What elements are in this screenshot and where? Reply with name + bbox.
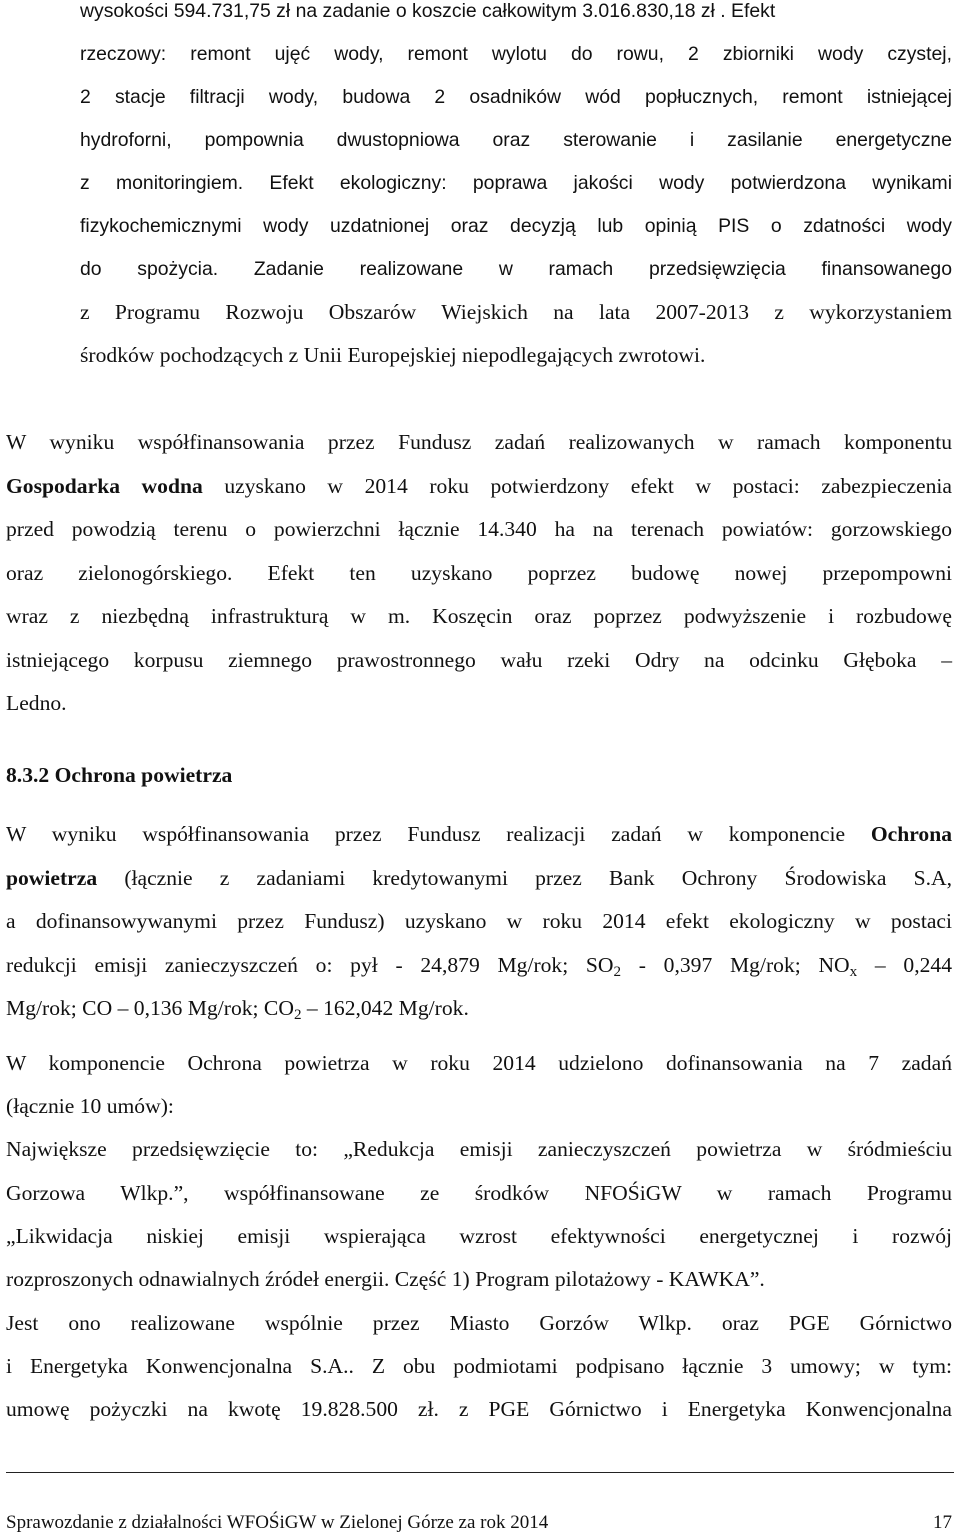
footer-title: Sprawozdanie z działalności WFOŚiGW w Zielonej Górze za rok 2014 (6, 1512, 549, 1533)
p1-line-8: z Programu Rozwoju Obszarów Wiejskich na lata 2007-2013 z wykorzystaniem (80, 300, 952, 324)
p5-line-5: Jest ono realizowane wspólnie przez Miasto Gorzów Wlkp. oraz PGE Górnictwo (6, 1311, 952, 1335)
section-number: 8.3.2 (6, 763, 50, 787)
p5-line-1: Największe przedsięwzięcie to: „Redukcja emisji zanieczyszczeń powietrza w śródmieściu (6, 1137, 952, 1161)
p4-line-1: W komponencie Ochrona powietrza w roku 2014 udzielono dofinansowania na 7 zadań (6, 1051, 952, 1075)
p2-line-6: istniejącego korpusu ziemnego prawostronnego wału rzeki Odry na odcinku Głęboka – (6, 648, 952, 672)
p3-l4-c: – 0,244 (857, 953, 952, 977)
p2-line-2 (6, 474, 952, 499)
p3-line-3: a dofinansowywanymi przez Fundusz) uzyskano w roku 2014 efekt ekologiczny w postaci (6, 909, 952, 933)
p3-line-5 (6, 996, 469, 1021)
p1-line-6: fizykochemicznymi wody uzdatnionej oraz decyzją lub opinią PIS o zdatności wody (80, 215, 952, 237)
p2-line-4: oraz zielonogórskiego. Efekt ten uzyskano poprzez budowę nowej przepompowni (6, 561, 952, 585)
p2-line-1: W wyniku współfinansowania przez Fundusz zadań realizowanych w ramach komponentu (6, 430, 952, 454)
footer-rule (6, 1472, 954, 1473)
p1-line-2: rzeczowy: remont ujęć wody, remont wylotu do rowu, 2 zbiorniki wody czystej, (80, 43, 952, 65)
p2-line-3: przed powodzią terenu o powierzchni łącznie 14.340 ha na terenach powiatów: gorzowskiego (6, 517, 952, 541)
p3-l4-sub-so2: 2 (613, 963, 622, 980)
p1-line-1 (80, 0, 952, 23)
p3-line-1 (6, 822, 952, 847)
p3-line-2-text: (łącznie z zadaniami kredytowanymi przez Bank Ochrony Środowiska S.A, (97, 866, 952, 890)
p3-l4-a: redukcji emisji zanieczyszczeń o: pył - 24,879 Mg/rok; SO (6, 953, 614, 977)
p3-l5-b: – 162,042 Mg/rok. (301, 996, 469, 1020)
p1-line-1-a: wysokości 594.731,75 zł na zadanie o koszcie całkowitym 3.016.830,18 zł . Efekt (80, 0, 776, 22)
component-name-air-2: powietrza (6, 866, 98, 890)
section-heading (6, 763, 232, 788)
p2-line-2-rest: uzyskano w 2014 roku potwierdzony efekt w postaci: zabezpieczenia (202, 474, 952, 498)
p3-l5-sub-co2: 2 (293, 1006, 302, 1023)
p5-line-3: „Likwidacja niskiej emisji wspierająca wzrost efektywności energetycznej i rozwój (6, 1224, 952, 1248)
p5-line-7: umowę pożyczki na kwotę 19.828.500 zł. z PGE Górnictwo i Energetyka Konwencjonalna (6, 1397, 952, 1421)
section-title: Ochrona powietrza (54, 763, 233, 787)
component-name-water: Gospodarka wodna (6, 474, 203, 498)
p4-line-2: (łącznie 10 umów): (6, 1094, 174, 1118)
page-number: 17 (933, 1512, 952, 1533)
p5-line-6: i Energetyka Konwencjonalna S.A.. Z obu podmiotami podpisano łącznie 3 umowy; w tym: (6, 1354, 952, 1378)
p2-line-5: wraz z niezbędną infrastrukturą w m. Koszęcin oraz poprzez podwyższenie i rozbudowę (6, 604, 952, 628)
p5-line-4: rozproszonych odnawialnych źródeł energii. Część 1) Program pilotażowy - KAWKA”. (6, 1267, 765, 1291)
p3-line-2 (6, 866, 952, 891)
p5-line-2: Gorzowa Wlkp.”, współfinansowane ze środków NFOŚiGW w ramach Programu (6, 1181, 952, 1205)
p3-line-4 (6, 953, 952, 978)
page-footer (6, 1512, 952, 1534)
p1-line-7: do spożycia. Zadanie realizowane w ramach przedsięwzięcia finansowanego (80, 258, 952, 280)
p1-line-5: z monitoringiem. Efekt ekologiczny: poprawa jakości wody potwierdzona wynikami (80, 172, 952, 194)
p1-line-4: hydroforni, pompownia dwustopniowa oraz sterowanie i zasilanie energetyczne (80, 129, 952, 151)
p2-line-7: Ledno. (6, 691, 67, 715)
p3-l5-a: Mg/rok; CO – 0,136 Mg/rok; CO (6, 996, 294, 1020)
p1-line-3: 2 stacje filtracji wody, budowa 2 osadników wód popłucznych, remont istniejącej (80, 86, 952, 108)
p1-line-9: środków pochodzących z Unii Europejskiej niepodlegających zwrotowi. (80, 343, 706, 367)
p3-line-1-text: W wyniku współfinansowania przez Fundusz realizacji zadań w komponencie (6, 822, 871, 846)
p3-l4-b: - 0,397 Mg/rok; NO (621, 953, 850, 977)
component-name-air-1: Ochrona (870, 822, 952, 846)
p3-l4-sub-nox: x (849, 963, 858, 980)
